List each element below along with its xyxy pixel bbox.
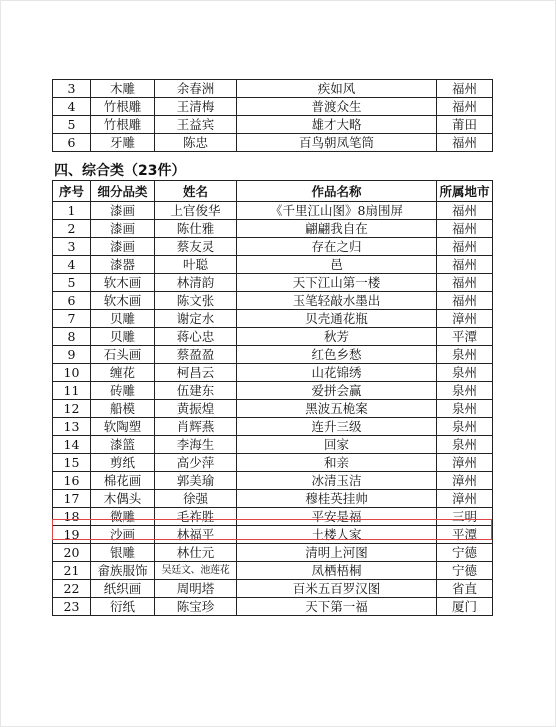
cell-city: 莆田 <box>437 116 493 134</box>
cell-work: 清明上河图 <box>237 544 437 562</box>
cell-category: 缠花 <box>91 364 155 382</box>
header-city: 所属地市 <box>437 181 493 202</box>
table-row <box>53 256 493 274</box>
cell-category: 贝雕 <box>91 310 155 328</box>
table-row <box>53 98 493 116</box>
cell-work: 存在之归 <box>237 238 437 256</box>
table-row <box>53 220 493 238</box>
cell-work: 红色乡愁 <box>237 346 437 364</box>
cell-no: 9 <box>53 346 91 364</box>
cell-work: 雄才大略 <box>237 116 437 134</box>
cell-category: 木雕 <box>91 80 155 98</box>
cell-city: 漳州 <box>437 490 493 508</box>
cell-name: 上官俊华 <box>155 202 237 220</box>
header-category: 细分品类 <box>91 181 155 202</box>
cell-name: 蒋心忠 <box>155 328 237 346</box>
cell-city: 福州 <box>437 292 493 310</box>
table-row <box>53 364 493 382</box>
cell-category: 漆画 <box>91 220 155 238</box>
cell-no: 8 <box>53 328 91 346</box>
cell-no: 3 <box>53 238 91 256</box>
cell-category: 漆画 <box>91 238 155 256</box>
cell-name: 肖辉燕 <box>155 418 237 436</box>
cell-city: 福州 <box>437 256 493 274</box>
table-row <box>53 274 493 292</box>
cell-no: 11 <box>53 382 91 400</box>
table-row <box>53 400 493 418</box>
cell-work: 和亲 <box>237 454 437 472</box>
cell-city: 福州 <box>437 134 493 152</box>
cell-work: 凤栖梧桐 <box>237 562 437 580</box>
cell-work: 百米五百罗汉图 <box>237 580 437 598</box>
table-row <box>53 382 493 400</box>
cell-city: 福州 <box>437 274 493 292</box>
table-row <box>53 310 493 328</box>
cell-city: 平潭 <box>437 526 493 544</box>
cell-no: 7 <box>53 310 91 328</box>
cell-no: 21 <box>53 562 91 580</box>
cell-category: 竹根雕 <box>91 98 155 116</box>
cell-name: 高少萍 <box>155 454 237 472</box>
cell-city: 宁德 <box>437 544 493 562</box>
cell-city: 福州 <box>437 202 493 220</box>
cell-category: 软陶塑 <box>91 418 155 436</box>
cell-city: 泉州 <box>437 436 493 454</box>
cell-no: 20 <box>53 544 91 562</box>
cell-no: 19 <box>53 526 91 544</box>
table-row <box>53 490 493 508</box>
cell-name: 黄振煌 <box>155 400 237 418</box>
cell-category: 漆篮 <box>91 436 155 454</box>
cell-city: 漳州 <box>437 454 493 472</box>
cell-category: 微雕 <box>91 508 155 526</box>
header-row <box>53 181 493 202</box>
cell-category: 衍纸 <box>91 598 155 616</box>
cell-name: 王益宾 <box>155 116 237 134</box>
table-row <box>53 346 493 364</box>
cell-city: 泉州 <box>437 418 493 436</box>
cell-category: 牙雕 <box>91 134 155 152</box>
cell-name: 伍建东 <box>155 382 237 400</box>
top-table <box>52 79 493 152</box>
cell-no: 5 <box>53 116 91 134</box>
cell-work: 百鸟朝凤笔筒 <box>237 134 437 152</box>
cell-name: 林福平 <box>155 526 237 544</box>
cell-name: 毛祚胜 <box>155 508 237 526</box>
cell-work: 山花锦绣 <box>237 364 437 382</box>
cell-no: 13 <box>53 418 91 436</box>
table-row <box>53 472 493 490</box>
cell-no: 15 <box>53 454 91 472</box>
cell-city: 省直 <box>437 580 493 598</box>
cell-city: 漳州 <box>437 310 493 328</box>
cell-no: 18 <box>53 508 91 526</box>
cell-no: 22 <box>53 580 91 598</box>
cell-category: 软木画 <box>91 274 155 292</box>
cell-work: 普渡众生 <box>237 98 437 116</box>
cell-city: 泉州 <box>437 346 493 364</box>
cell-no: 2 <box>53 220 91 238</box>
cell-work: 疾如风 <box>237 80 437 98</box>
cell-no: 6 <box>53 134 91 152</box>
cell-name: 周明塔 <box>155 580 237 598</box>
cell-no: 14 <box>53 436 91 454</box>
table-row <box>53 328 493 346</box>
table-row <box>53 116 493 134</box>
cell-no: 12 <box>53 400 91 418</box>
cell-category: 沙画 <box>91 526 155 544</box>
table-row <box>53 598 493 616</box>
cell-category: 竹根雕 <box>91 116 155 134</box>
top-table-body <box>53 80 493 152</box>
cell-no: 23 <box>53 598 91 616</box>
cell-name: 郭美瑜 <box>155 472 237 490</box>
cell-no: 4 <box>53 98 91 116</box>
table-row <box>53 562 493 580</box>
table-row <box>53 202 493 220</box>
cell-no: 4 <box>53 256 91 274</box>
cell-category: 软木画 <box>91 292 155 310</box>
cell-work: 《千里江山图》8扇围屏 <box>237 202 437 220</box>
cell-work: 冰清玉洁 <box>237 472 437 490</box>
cell-category: 棉花画 <box>91 472 155 490</box>
cell-city: 福州 <box>437 98 493 116</box>
cell-city: 三明 <box>437 508 493 526</box>
highlight-box <box>52 519 492 540</box>
cell-category: 砖雕 <box>91 382 155 400</box>
cell-category: 贝雕 <box>91 328 155 346</box>
cell-city: 泉州 <box>437 364 493 382</box>
table-row <box>53 134 493 152</box>
cell-category: 剪纸 <box>91 454 155 472</box>
cell-name: 林仕元 <box>155 544 237 562</box>
cell-work: 穆桂英挂帅 <box>237 490 437 508</box>
cell-name: 蔡盈盈 <box>155 346 237 364</box>
cell-city: 平潭 <box>437 328 493 346</box>
table-row <box>53 418 493 436</box>
cell-category: 银雕 <box>91 544 155 562</box>
cell-work: 玉笔轻敲水墨出 <box>237 292 437 310</box>
cell-category: 船模 <box>91 400 155 418</box>
cell-city: 福州 <box>437 220 493 238</box>
table-row <box>53 580 493 598</box>
cell-name: 余春洲 <box>155 80 237 98</box>
cell-name: 柯昌云 <box>155 364 237 382</box>
section-heading: 四、综合类（23件） <box>54 163 186 179</box>
cell-category: 石头画 <box>91 346 155 364</box>
main-table-body <box>53 202 493 616</box>
header-work: 作品名称 <box>237 181 437 202</box>
cell-work: 贝壳通花瓶 <box>237 310 437 328</box>
cell-name: 叶聪 <box>155 256 237 274</box>
cell-no: 10 <box>53 364 91 382</box>
cell-name: 陈宝珍 <box>155 598 237 616</box>
table-row <box>53 436 493 454</box>
cell-work: 黑波五桅案 <box>237 400 437 418</box>
cell-work: 土楼人家 <box>237 526 437 544</box>
cell-city: 泉州 <box>437 400 493 418</box>
table-row <box>53 238 493 256</box>
cell-category: 漆器 <box>91 256 155 274</box>
cell-work: 天下江山第一楼 <box>237 274 437 292</box>
cell-category: 畲族服饰 <box>91 562 155 580</box>
cell-work: 秋芳 <box>237 328 437 346</box>
table-row <box>53 80 493 98</box>
header-no: 序号 <box>53 181 91 202</box>
cell-work: 回家 <box>237 436 437 454</box>
cell-name: 李海生 <box>155 436 237 454</box>
cell-name: 谢定水 <box>155 310 237 328</box>
cell-city: 漳州 <box>437 472 493 490</box>
cell-city: 宁德 <box>437 562 493 580</box>
cell-name: 陈文张 <box>155 292 237 310</box>
cell-city: 福州 <box>437 80 493 98</box>
table-row <box>53 292 493 310</box>
cell-name: 吴廷文、池莲花 <box>155 562 237 580</box>
cell-no: 17 <box>53 490 91 508</box>
cell-work: 翩翩我自在 <box>237 220 437 238</box>
table-row <box>53 544 493 562</box>
cell-city: 厦门 <box>437 598 493 616</box>
cell-work: 平安是福 <box>237 508 437 526</box>
cell-name: 蔡友灵 <box>155 238 237 256</box>
header-name: 姓名 <box>155 181 237 202</box>
cell-no: 6 <box>53 292 91 310</box>
cell-no: 5 <box>53 274 91 292</box>
cell-name: 王清梅 <box>155 98 237 116</box>
cell-name: 林清韵 <box>155 274 237 292</box>
table-row <box>53 454 493 472</box>
cell-category: 漆画 <box>91 202 155 220</box>
cell-work: 邑 <box>237 256 437 274</box>
cell-city: 泉州 <box>437 382 493 400</box>
cell-work: 爱拼会赢 <box>237 382 437 400</box>
cell-city: 福州 <box>437 238 493 256</box>
main-table <box>52 180 493 616</box>
cell-no: 1 <box>53 202 91 220</box>
cell-category: 纸织画 <box>91 580 155 598</box>
cell-category: 木偶头 <box>91 490 155 508</box>
cell-work: 连升三级 <box>237 418 437 436</box>
cell-no: 3 <box>53 80 91 98</box>
cell-name: 陈忠 <box>155 134 237 152</box>
cell-no: 16 <box>53 472 91 490</box>
cell-name: 徐强 <box>155 490 237 508</box>
cell-work: 天下第一福 <box>237 598 437 616</box>
cell-name: 陈仕雅 <box>155 220 237 238</box>
